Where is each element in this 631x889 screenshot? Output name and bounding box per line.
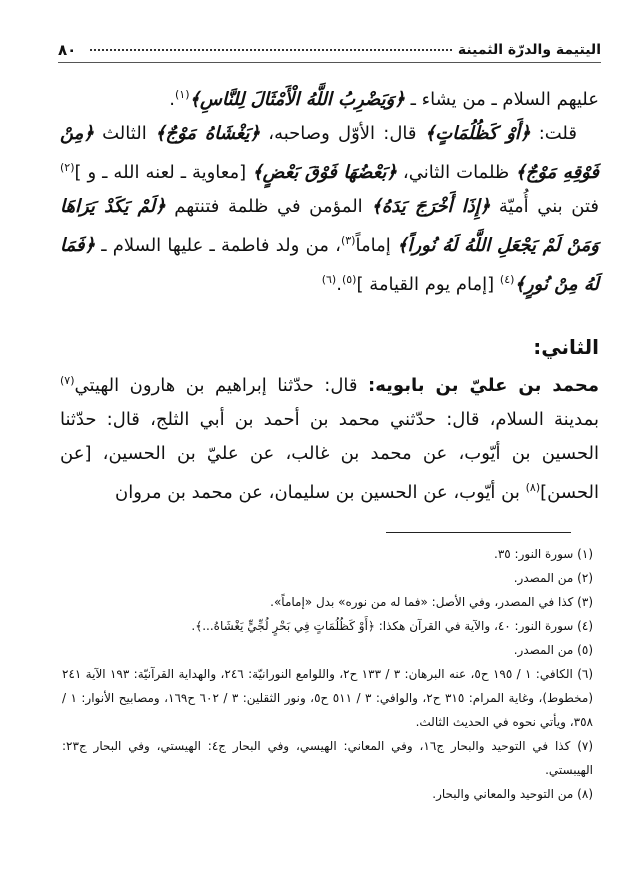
- footnote: [62, 590, 593, 614]
- footnote-ref: (٧): [60, 374, 75, 387]
- quran-verse: ﴿أَوْ كَظُلُمَاتٍ﴾: [424, 123, 531, 144]
- quran-verse: ﴿بَعْضُهَا فَوْقَ بَعْضٍ﴾: [252, 162, 397, 183]
- footnote-number: (٦): [577, 667, 594, 681]
- quran-verse: ﴿لَمْ يَكَدْ يَرَاهَا وَمَنْ لَمْ يَجْعَلِ اللَّهُ لَهُ نُوراً﴾: [60, 196, 599, 256]
- quran-verse: ﴿إِذَا أَخْرَجَ يَدَهُ﴾: [371, 196, 491, 217]
- footnote-text: من التوحيد والمعاني والبحار.: [432, 787, 578, 801]
- footnote: [62, 566, 593, 590]
- footnotes: [62, 542, 593, 806]
- text-run: الثالث: [93, 123, 155, 144]
- footnote: [62, 782, 593, 806]
- footnote-ref: (٤): [499, 273, 515, 286]
- footnote-text: الكافي: ١ / ١٩٥ ح٥، عنه البرهان: ٣ / ١٣٣ ح٢، واللوامع النورانيّة: ٢٤٦، والهداية القرآنيّة: ١٩٣ الآية ٢٤١ (مخطوط)، وغاية المرام: ٣١٥ ح٢، والوافي: ٣ / ٥١١ ح٥، ونور الثقلين: ٣ / ٦٠٢ ح١٦٩، ومصابيح الأنوار: ١ / ٣٥٨، ويأتي نحوه في الحديث الثالث.: [62, 667, 594, 729]
- text-run: [إمام يوم القيامة ]: [356, 274, 500, 295]
- footnote-text: سورة النور: ٣٥.: [494, 547, 578, 561]
- text-run: ، من ولد فاطمة ـ عليها السلام ـ: [95, 235, 341, 256]
- quran-verse: ﴿يَغْشَاهُ مَوْجٌ﴾: [154, 123, 261, 144]
- footnote-ref: (٥): [341, 273, 357, 286]
- quran-verse: ﴿مِنْ فَوْقِهِ مَوْجٌ﴾: [60, 123, 600, 183]
- main-text: [60, 78, 599, 510]
- footnote-separator: [386, 532, 571, 533]
- narrator-lead: محمد بن عليّ بن بابويه:: [368, 375, 599, 396]
- text-run: [معاوية ـ لعنه الله ـ و ]: [74, 162, 253, 183]
- footnote-number: (٣): [577, 595, 593, 609]
- footnote: [62, 542, 593, 566]
- footnote: [62, 734, 593, 782]
- footnote: [62, 614, 593, 638]
- footnote-number: (٨): [577, 787, 593, 801]
- page-header: [58, 40, 601, 60]
- footnote-text: كذا في التوحيد والبحار ج١٦، وفي المعاني: الهيسي، وفي البحار ج٤: الهيستي، وفي البحار ج٢٣: الهيبستي.: [62, 739, 593, 777]
- footnote-number: (١): [577, 547, 593, 561]
- paragraph-3: [60, 364, 599, 510]
- footnote-text: كذا في المصدر، وفي الأصل: «فما له من نوره» بدل «إماماً».: [270, 595, 578, 609]
- footnote: [62, 662, 593, 734]
- text-run: المؤمن في ظلمة فتنتهم: [165, 196, 372, 217]
- text-run: قلت:: [530, 123, 577, 144]
- section-title: الثاني:: [533, 335, 599, 359]
- running-title: اليتيمة والدرّة الثمينة: [457, 42, 601, 58]
- text-run: قال: حدّثنا إبراهيم بن هارون الهيتي: [74, 375, 369, 396]
- quran-verse: ﴿فَمَا لَهُ مِنْ نُورٍ﴾: [60, 235, 599, 295]
- footnote-ref: (٢): [60, 161, 75, 174]
- footnote-text: سورة النور: ٤٠، والآية في القرآن هكذا: ﴿أَوْ كَظُلُمَاتٍ فِي بَحْرٍ لُجِّيٍّ يَغْشَاهُ...﴾.: [191, 619, 578, 633]
- footnote-text: من المصدر.: [513, 571, 578, 585]
- footnote-number: (٤): [577, 619, 593, 633]
- quran-verse: ﴿وَيَضْرِبُ اللَّهُ الْأَمْثَالَ لِلنَّاسِ﴾: [189, 89, 405, 110]
- footnote-number: (٢): [577, 571, 593, 585]
- text-run: فتن بني أُميّة: [490, 196, 599, 217]
- footnote-ref: (٦): [321, 273, 337, 286]
- text-run: بمدينة السلام، قال: حدّثني محمد بن أحمد بن أبي الثلج، قال: حدّثنا الحسين بن أيّوب، عن محمد بن غالب، عن عليّ بن الحسين، [عن الحسن]: [60, 409, 599, 503]
- footnote-ref: (٨): [525, 481, 541, 494]
- footnote-ref: (١): [174, 88, 190, 101]
- header-dot-leader: [90, 49, 452, 51]
- text-run: إماماً: [355, 235, 397, 256]
- page-number: ٨٠: [58, 41, 77, 59]
- footnote-ref: (٣): [340, 234, 356, 247]
- text-run: قال: الأوّل وصاحبه،: [260, 123, 425, 144]
- text-run: بن أيّوب، عن الحسين بن سليمان، عن محمد بن مروان: [115, 482, 526, 503]
- text-run: ظلمات الثاني،: [396, 162, 516, 183]
- paragraph-2: [60, 117, 599, 302]
- header-rule: [58, 62, 601, 63]
- text-run: .: [336, 274, 342, 295]
- text-run: عليهم السلام ـ من يشاء ـ: [404, 89, 599, 110]
- footnote-number: (٧): [577, 739, 594, 753]
- footnote-number: (٥): [577, 643, 593, 657]
- footnote-text: من المصدر.: [513, 643, 578, 657]
- footnote: [62, 638, 593, 662]
- paragraph-1: [60, 78, 599, 117]
- text-run: .: [169, 89, 175, 110]
